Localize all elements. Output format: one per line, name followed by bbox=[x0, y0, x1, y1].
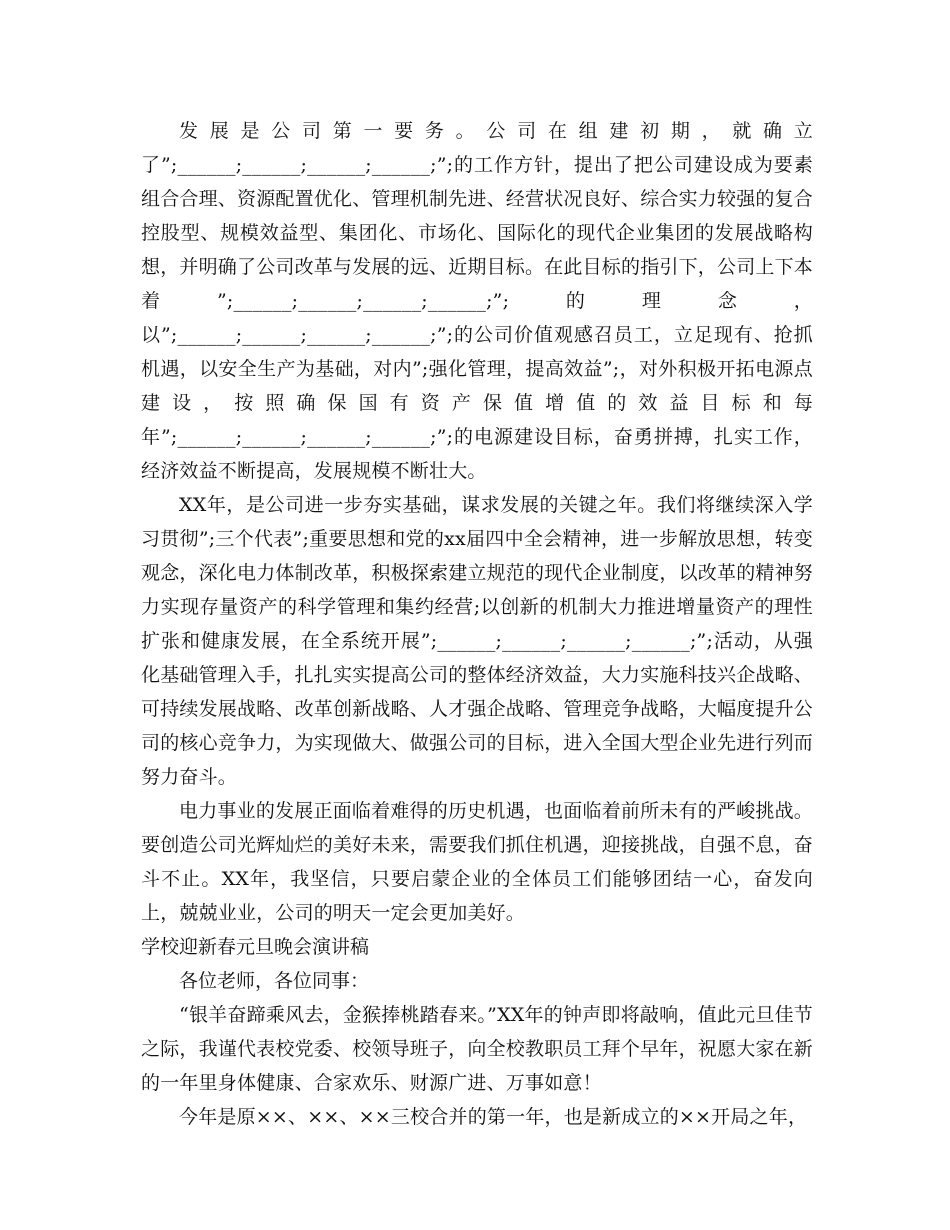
speech-paragraph-2: 今年是原××、××、××三校合并的第一年，也是新成立的××开局之年， bbox=[179, 1106, 808, 1128]
speech-title: 学校迎新春元旦晚会演讲稿 bbox=[141, 936, 370, 958]
body-paragraph-2: XX年，是公司进一步夯实基础，谋求发展的关键之年。我们将继续深入学习贯彻”;三个代表”;重要思想和党的xx届四中全会精神，进一步解放思想，转变观念，深化电力体制改革，积极探索建立规范的现代企业制度，以改革的精神努力实现存量资产的科学管理和集约经营;以创新的机制大力推进增量资产的理性扩张和健康发展，在全系统开展”;______;______;______;______;”;活动，从强化基础管理入手，扎扎实实提高公司的整体经济效益，大力实施科技兴企战略、可持续发展战略、改革创新战略、人才强企战略、管理竞争战略，大幅度提升公司的核心竞争力，为实现做大、做强公司的目标，进入全国大型企业先进行列而努力奋斗。 bbox=[141, 494, 814, 788]
document-page bbox=[141, 114, 813, 1134]
speech-salutation: 各位老师，各位同事： bbox=[179, 970, 370, 992]
speech-paragraph-1: “银羊奋蹄乘风去，金猴捧桃踏春来。”XX年的钟声即将敲响，值此元旦佳节之际，我谨代表校党委、校领导班子，向全校教职员工拜个早年，祝愿大家在新的一年里身体健康、合家欢乐、财源广进、万事如意！ bbox=[141, 1004, 814, 1094]
body-paragraph-1: 发展是公司第一要务。公司在组建初期，就确立了”;______;______;______;______;”;的工作方针，提出了把公司建设成为要素组合合理、资源配置优化、管理机制先进、经营状况良好、综合实力较强的复合控股型、规模效益型、集团化、市场化、国际化的现代企业集团的发展战略构想，并明确了公司改革与发展的远、近期目标。在此目标的指引下，公司上下本着”;______;______;______;______;”;的理念，以”;______;______;______;______;”;的公司价值观感召员工，立足现有、抢抓机遇，以安全生产为基础，对内”;强化管理，提高效益”;，对外积极开拓电源点建设，按照确保国有资产保值增值的效益目标和每年”;______;______;______;______;”;的电源建设目标，奋勇拼搏，扎实工作，经济效益不断提高，发展规模不断壮大。 bbox=[141, 120, 814, 482]
body-paragraph-3: 电力事业的发展正面临着难得的历史机遇，也面临着前所未有的严峻挑战。要创造公司光辉灿烂的美好未来，需要我们抓住机遇，迎接挑战，自强不息，奋斗不止。XX年，我坚信，只要启蒙企业的全体员工们能够团结一心，奋发向上，兢兢业业，公司的明天一定会更加美好。 bbox=[141, 800, 814, 924]
